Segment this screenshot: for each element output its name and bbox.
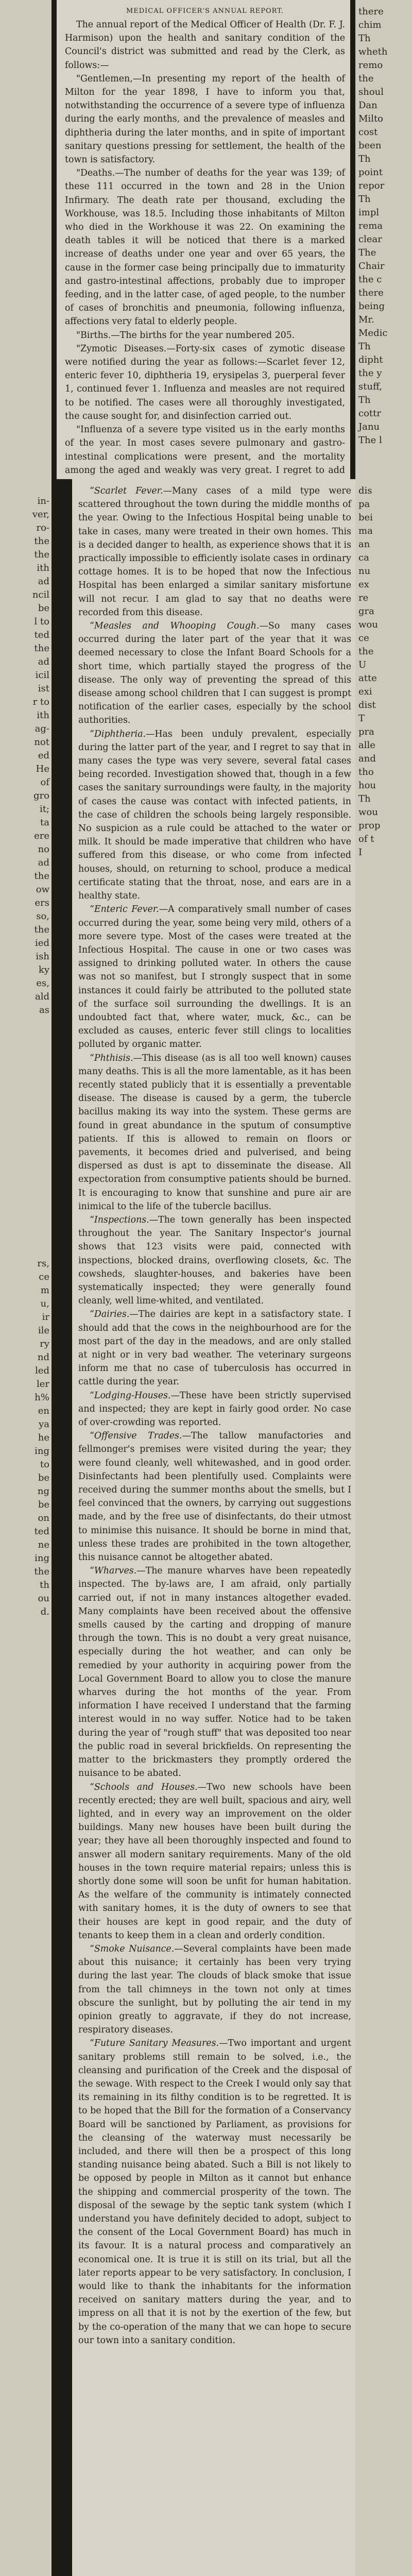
margin-fragment: ncil: [32, 589, 49, 600]
margin-fragment: hou: [358, 780, 376, 791]
margin-fragment: it;: [39, 804, 49, 815]
margin-fragment: the c: [358, 274, 382, 285]
margin-fragment: tho: [358, 767, 374, 777]
margin-fragment: Janu: [358, 421, 380, 432]
margin-fragment: es,: [36, 978, 49, 989]
margin-fragment: atte: [358, 673, 377, 684]
margin-fragment: I: [358, 847, 363, 858]
margin-fragment: pra: [358, 726, 374, 737]
report-header: MEDICAL OFFICER'S ANNUAL REPORT.: [126, 7, 284, 15]
margin-fragment: ng: [37, 1486, 49, 1497]
margin-fragment: re: [358, 592, 369, 603]
section-text: —This disease (as is all too well known) causes many deaths. This is all the more lamentable, as it has been recently stated publicly that it is essentially a preventable disease. The disease is caused by a germ, the tubercle bacillus making its way into the system. These germs are found in great abundance in the sputum of consumptive patients. If this is allowed to remain on floors or pavements, it becomes dried and pulverised, and being dispersed as dust is apt to disseminate the disease. All expectoration from consumptive patients should be burned. It is encouraging to know that sunshine and pure air are inimical to the life of the tubercle bacillus.: [78, 1053, 351, 1212]
section-title: Scarlet Fever.: [94, 486, 163, 496]
margin-fragment: The: [358, 247, 376, 258]
intro-paragraphs: [65, 18, 345, 479]
margin-fragment: wheth: [358, 46, 388, 57]
margin-fragment: ere: [34, 831, 49, 841]
margin-fragment: he: [38, 1432, 49, 1443]
margin-fragment: so,: [36, 911, 49, 922]
margin-fragment: icil: [35, 670, 49, 681]
section-title: Smoke Nuisance.: [94, 1943, 175, 1954]
margin-fragment: He: [36, 764, 49, 774]
margin-fragment: Th: [358, 793, 371, 804]
margin-fragment: dis: [358, 485, 372, 496]
margin-fragment: en: [38, 1405, 49, 1416]
report-section: “Measles and Whooping Cough.—So many cases occurred during the later part of the year that it was deemed necessary to close the Infant Board Schools for a short time, which partially stayed the progress of the disease. The only way of preventing the spread of this disease among school children that I can suggest is prompt notification of the earlier cases, especially by the school authorities.: [78, 621, 351, 726]
margin-fragment: no: [38, 844, 49, 855]
margin-fragment: ou: [38, 1593, 49, 1604]
margin-fragment: been: [358, 140, 382, 151]
margin-fragment: nd: [37, 1352, 49, 1363]
margin-fragment: ry: [40, 1338, 49, 1349]
margin-fragment: the: [34, 1566, 49, 1577]
section-text: —The tallow manufactories and fellmonger's premises were visited during the year; they were found cleanly, well whitewashed, and in good order. Disinfectants had been plentifully used. Complaints were received during the summer months about the smells, but I feel convinced that the owners, by carrying out suggestions made, and by the free use of disinfectants, do their utmost to minimise this nuisance. It should be borne in mind that, unless these trades are prohibited in the town altogether, this nuisance cannot be altogether abated.: [78, 1431, 351, 1563]
margin-fragment: the: [34, 871, 49, 882]
section-title: Lodging-Houses.: [94, 1390, 171, 1401]
margin-fragment: be: [38, 1472, 49, 1483]
section-title: Measles and Whooping Cough.: [94, 621, 260, 632]
section-text: —Two important and urgent sanitary problems still remain to be solved, i.e., the cleansing and purification of the Creek and the disposal of the sewage. With respect to the Creek I would only say that its remaining in its filthy condition is to be regretted. It is to be hoped that the Bill for the formation of a Conservancy Board will be sanctioned by Parliament, as provisions for the cleansing of the waterway must necessarily be included, and there will then be a prospect of this long standing nuisance being abated. Such a Bill is not likely to be opposed by people in Milton as it cannot but enhance the shipping and commercial prosperity of the town. The disposal of the sewage by the septic tank system (which I understand you have definitely decided to adopt, subject to the consent of the Local Government Board) has much in its favour. It is a natural process and comparatively an economical one. It is true it is still on its trial, but all the later reports appear to be very satisfactory. In conclusion, I would like to thank the inhabitants for the information received on sanitary matters during the year, and to impress on all that it is not by the exertion of the few, but by the co-operation of the many that we can hope to secure our town into a sanitary condition.: [78, 2038, 351, 2346]
margin-fragment: point: [358, 167, 383, 178]
margin-fragment: being: [358, 301, 385, 312]
report-section: “Phthisis.—This disease (as is all too well known) causes many deaths. This is all the more lamentable, as it has been recently stated publicly that it is essentially a preventable disease. The disease is caused by a germ, the tubercle bacillus making its way into the system. These germs are found in great abundance in the sputum of consumptive patients. If this is allowed to remain on floors or pavements, it becomes dried and pulverised, and being dispersed as dust is apt to disseminate the disease. All expectoration from consumptive patients should be burned. It is encouraging to know that sunshine and pure air are inimical to the life of the tubercle bacillus.: [78, 1053, 351, 1212]
margin-fragment: ro-: [36, 522, 49, 533]
margin-fragment: Th: [358, 395, 371, 405]
margin-fragment: chim: [358, 20, 382, 30]
margin-fragment: and: [358, 753, 376, 764]
margin-fragment: ted: [34, 1526, 49, 1537]
report-sections: [78, 484, 351, 2347]
margin-fragment: clear: [358, 234, 382, 245]
report-section: “Lodging-Houses.—These have been strictly supervised and inspected; they are kept in fairly good order. No case of over-crowding was reported.: [78, 1390, 351, 1428]
margin-fragment: bei: [358, 512, 373, 523]
margin-fragment: ers: [35, 897, 49, 908]
section-text: —So many cases occurred during the later part of the year that it was deemed necessary to close the Infant Board Schools for a short time, which partially stayed the progress of the disease. The only way of preventing the spread of this disease among school children that I can suggest is prompt notification of the earlier cases, especially by the school authorities.: [78, 621, 351, 726]
section-text: —Two new schools have been recently erected; they are well built, spacious and airy, well lighted, and in every way an improvement on the older buildings. Many new houses have been built during the year; they have all been thoroughly inspected and found to answer all modern sanitary requirements. Many of the old houses in the town require material repairs; unless this is shortly done some will soon be unfit for human habitation. As the welfare of the community is intimately connected with sanitary homes, it is the duty of owners to see that their houses are kept in good repair, and the duty of tenants to keep them in a clean and orderly condition.: [78, 1782, 352, 1941]
margin-fragment: dist: [358, 700, 376, 710]
margin-fragment: ca: [358, 552, 369, 563]
lower-clipping: [72, 479, 355, 2576]
margin-fragment: ce: [39, 1272, 49, 1282]
section-text: —Has been unduly prevalent, especially during the latter part of the year, and I regret to say that in many cases the type was very severe, several fatal cases being recorded. Investigation showed that, though in a few cases the sanitary surroundings were faulty, in the majority of cases the cause was contact with infected patients, in the case of children the schools being largely responsible. No suspicion as a rule could be attached to the water or milk. It should be made imperative that children who have suffered from this disease, or who come from infected houses, should, on returning to school, produce a medical certificate stating that the throat, nose, and ears are in a healthy state.: [78, 728, 351, 902]
margin-fragment: exi: [358, 686, 372, 697]
margin-fragment: the: [34, 643, 49, 654]
section-title: Inspections.: [94, 1214, 149, 1225]
margin-fragment: Th: [358, 154, 371, 164]
margin-fragment: of: [40, 777, 49, 788]
report-section: “Future Sanitary Measures.—Two important and urgent sanitary problems still remain to be solved, i.e., the cleansing and purification of the Creek and the disposal of the sewage. With respect to the Creek I would only say that its remaining in its filthy condition is to be regretted. It is to be hoped that the Bill for the formation of a Conservancy Board will be sanctioned by Parliament, as provisions for the cleansing of the waterway must necessarily be included, and there will then be a prospect of this long standing nuisance being abated. Such a Bill is not likely to be opposed by people in Milton as it cannot but enhance the shipping and commercial prosperity of the town. The disposal of the sewage by the septic tank system (which I understand you have definitely decided to adopt, subject to the consent of the Local Government Board) has much in its favour. It is a natural process and comparatively an economical one. It is true it is still on its trial, but all the later reports appear to be very satisfactory. In conclusion, I would like to thank the inhabitants for the information received on sanitary matters during the year, and to impress on all that it is not by the exertion of the few, but by the co-operation of the many that we can hope to secure our town into a sanitary condition.: [78, 2038, 351, 2346]
intro-paragraph: "Deaths.—The number of deaths for the year was 139; of these 111 occurred in the town and 28 in the Union Infirmary. The death rate per thousand, excluding the Workhouse, was 18.5. Including those inhabitants of Milton who died in the Workhouse it was 22. On examining the death tables it will be noticed that there is a marked increase of deaths under one year and over 65 years, the cause in the former case being principally due to immaturity and gastro-intestinal affections, probably due to improper feeding, and in the latter case, of aged people, to the number of cases of bronchitis and pneumonia, following influenza, affections very fatal to elderly people.: [65, 168, 345, 327]
section-title: Schools and Houses.: [94, 1782, 198, 1792]
margin-fragment: alle: [358, 740, 375, 751]
margin-fragment: ta: [40, 817, 49, 828]
margin-fragment: to: [40, 1459, 49, 1470]
margin-fragment: not: [34, 737, 49, 748]
margin-fragment: the: [358, 73, 374, 84]
report-section: “Dairies.—The dairies are kept in a satisfactory state. I should add that the cows in the neighbourhood are for the most part of the day in the meadows, and are only stalled at night or in very bad weather. The veterinary surgeons inform me that no case of tuberculosis has occurred in cattle during the year.: [78, 1309, 351, 1387]
report-section: “Schools and Houses.—Two new schools have been recently erected; they are well built, spacious and airy, well lighted, and in every way an improvement on the older buildings. Many new houses have been built during the year; they have all been thoroughly inspected and found to answer all modern sanitary requirements. Many of the old houses in the town require material repairs; unless this is shortly done some will soon be unfit for human habitation. As the welfare of the community is intimately connected with sanitary homes, it is the duty of owners to see that their houses are kept in good repair, and the duty of tenants to keep them in a clean and orderly condition.: [78, 1782, 352, 1941]
section-text: —The dairies are kept in a satisfactory state. I should add that the cows in the neighbourhood are for the most part of the day in the meadows, and are only stalled at night or in very bad weather. The veterinary surgeons inform me that no case of tuberculosis has occurred in cattle during the year.: [78, 1309, 351, 1387]
margin-fragment: r to: [32, 697, 49, 707]
report-section: “Enteric Fever.—A comparatively small number of cases occurred during the year, some being very mild, others of a more severe type. Most of the cases were treated at the Infectious Hospital. The cause in one or two cases was assigned to drinking polluted water. In others the cause was not so manifest, but I strongly suspect that in some instances it could fairly be attributed to the polluted state of the surface soil surrounding the dwellings. It is an undoubted fact that, where water, muck, &c., can be excluded as causes, enteric fever still clings to localities polluted by organic matter.: [78, 904, 351, 1050]
margin-fragment: ish: [36, 951, 49, 962]
section-text: —The town generally has been inspected throughout the year. The Sanitary Inspector's journal shows that 123 visits were paid, connected with inspections, blocked drains, overflowing closets, &c. The cowsheds, slaughter-houses, and bakeries have been systematically inspected; they were generally found cleanly, well lime-whited, and ventilated.: [78, 1214, 351, 1307]
report-section: “Smoke Nuisance.—Several complaints have been made about this nuisance; it certainly has been very trying during the last year. The clouds of black smoke that issue from the tall chimneys in the town not only at times obscure the sunlight, but by polluting the air tend in my opinion greatly to aggravate, if they do not increase, respiratory diseases.: [78, 1943, 352, 2036]
margin-fragment: nu: [358, 566, 371, 577]
section-title: Wharves.: [94, 1566, 137, 1577]
margin-fragment: as: [39, 1005, 49, 1015]
margin-fragment: h%: [35, 1392, 49, 1403]
margin-fragment: Th: [358, 194, 371, 205]
margin-fragment: ex: [358, 579, 369, 590]
report-section: “Inspections.—The town generally has been inspected throughout the year. The Sanitary Inspector's journal shows that 123 visits were paid, connected with inspections, blocked drains, overflowing closets, &c. The cowsheds, slaughter-houses, and bakeries have been systematically inspected; they were generally found cleanly, well lime-whited, and ventilated.: [78, 1214, 351, 1307]
margin-fragment: Mr.: [358, 314, 374, 325]
section-text: —These have been strictly supervised and inspected; they are kept in fairly good order. No case of over-crowding was reported.: [78, 1390, 351, 1428]
margin-fragment: ald: [35, 991, 49, 1002]
section-text: —Several complaints have been made about this nuisance; it certainly has been very trying during the last year. The clouds of black smoke that issue from the tall chimneys in the town not only at times obscure the sunlight, but by polluting the air tend in my opinion greatly to aggravate, if they do not increase, respiratory diseases.: [78, 1943, 352, 2036]
margin-fragment: ile: [38, 1325, 49, 1336]
margin-fragment: ler: [36, 1379, 49, 1389]
margin-fragment: gro: [33, 790, 49, 801]
section-title: Offensive Trades.: [94, 1431, 182, 1442]
margin-fragment: ky: [38, 964, 49, 975]
margin-fragment: ad: [38, 576, 49, 587]
margin-fragment: ne: [38, 1539, 49, 1550]
margin-fragment: m: [40, 1285, 49, 1296]
margin-fragment: gra: [358, 606, 374, 617]
section-title: Diphtheria.: [94, 728, 146, 739]
section-title: Enteric Fever.: [94, 904, 159, 915]
margin-fragment: rs,: [37, 1258, 49, 1269]
margin-fragment: cottr: [358, 408, 381, 419]
margin-fragment: ing: [35, 1446, 49, 1456]
margin-fragment: The l: [358, 435, 382, 446]
margin-fragment: an: [358, 539, 370, 550]
margin-fragment: rema: [358, 221, 383, 231]
intro-paragraph: The annual report of the Medical Officer of Health (Dr. F. J. Harmison) upon the health and sanitary condition of the Council's district was submitted and read by the Clerk, as follows:—: [65, 20, 345, 71]
report-section: “Diphtheria.—Has been unduly prevalent, especially during the latter part of the year, and I regret to say that in many cases the type was very severe, several fatal cases being recorded. Investigation showed that, though in a few cases the sanitary surroundings were faulty, in the majority of cases the cause was contact with infected patients, in the case of children the schools being largely responsible. No suspicion as a rule could be attached to the water or milk. It should be made imperative that children who have suffered from this disease, or who come from infected houses, should, on returning to school, produce a medical certificate stating that the throat, nose, and ears are in a healthy state.: [78, 728, 351, 902]
margin-fragment: in-: [37, 496, 49, 506]
intro-paragraph: "Zymotic Diseases.—Forty-six cases of zymotic disease were notified during the year as follows:—Scarlet fever 12, enteric fever 10, diphtheria 19, erysipelas 3, puerperal fever 1, continued fever 1. Influenza and measles are not required to be notified. The cases were all thoroughly investigated, the cause sought for, and disinfection carried out.: [65, 343, 345, 421]
margin-fragment: wou: [358, 619, 378, 630]
margin-fragment: there: [358, 287, 384, 298]
margin-fragment: led: [35, 1365, 49, 1376]
margin-fragment: Chair: [358, 261, 385, 272]
section-title: Future Sanitary Measures.: [94, 2038, 219, 2049]
margin-fragment: the: [34, 924, 49, 935]
section-title: Phthisis.: [94, 1053, 133, 1063]
margin-fragment: prop: [358, 820, 381, 831]
margin-fragment: ow: [36, 884, 49, 895]
margin-fragment: the y: [358, 368, 382, 379]
margin-fragment: ing: [35, 1553, 49, 1564]
margin-fragment: U: [358, 659, 367, 670]
margin-fragment: ith: [37, 563, 49, 573]
margin-fragment: ad: [38, 656, 49, 667]
margin-fragment: ir: [42, 1312, 49, 1323]
section-text: —The manure wharves have been repeatedly inspected. The by-laws are, I am afraid, only partially carried out, if not in many instances altogether evaded. Many complaints have been received about the offensive smells caused by the carting and dropping of manure through the town. This is no doubt a very great nuisance, especially during the hot weather, and can only be remedied by your authority in acquiring power from the Local Government Board to allow you to close the manure wharves during the hot months of the year. From information I have received I understand that the farming interest would in no way suffer. Notice had to be taken during the year of "rough stuff" that was deposited too near the public road in several brickfields. On representing the matter to the brickmasters they promptly ordered the nuisance to be abated.: [78, 1566, 351, 1779]
section-text: —Many cases of a mild type were scattered throughout the town during the middle months of the year. Owing to the Infectious Hospital being unable to take in cases, many were treated in their own homes. This is a decided danger to health, as experience shows that it is practically impossible to efficiently isolate cases in ordinary cottage homes. It is to be hoped that now the Infectious Hospital has been enlarged a similar sanitary misfortune will not recur. I am glad to say that no deaths were recorded from this disease.: [78, 486, 351, 618]
margin-fragment: be: [38, 1499, 49, 1510]
margin-fragment: on: [38, 1513, 49, 1523]
margin-fragment: there: [358, 6, 384, 17]
margin-fragment: impl: [358, 207, 380, 218]
margin-fragment: Milto: [358, 113, 384, 124]
margin-fragment: repor: [358, 180, 385, 191]
margin-fragment: the: [34, 549, 49, 560]
margin-fragment: the: [358, 646, 374, 657]
section-text: —A comparatively small number of cases occurred during the year, some being very mild, others of a more severe type. Most of the cases were treated at the Infectious Hospital. The cause in one or two cases was assigned to drinking polluted water. In others the cause was not so manifest, but I strongly suspect that in some instances it could fairly be attributed to the polluted state of the surface soil surrounding the dwellings. It is an undoubted fact that, where water, muck, &c., can be excluded as causes, enteric fever still clings to localities polluted by organic matter.: [78, 904, 351, 1050]
margin-fragment: T: [358, 713, 365, 724]
report-section: “Offensive Trades.—The tallow manufactories and fellmonger's premises were visited during the year; they were found cleanly, well whitewashed, and in good order. Disinfectants had been plentifully used. Complaints were received during the summer months about the smells, but I feel convinced that the owners, by carrying out suggestions made, and by the free use of disinfectants, do their utmost to minimise this nuisance. It should be borne in mind that, unless these trades are prohibited in the town altogether, this nuisance cannot be altogether abated.: [78, 1431, 351, 1563]
margin-fragment: ver,: [32, 509, 49, 520]
report-section: “Scarlet Fever.—Many cases of a mild type were scattered throughout the town during the middle months of the year. Owing to the Infectious Hospital being unable to take in cases, many were treated in their own homes. This is a decided danger to health, as experience shows that it is practically impossible to efficiently isolate cases in ordinary cottage homes. It is to be hoped that now the Infectious Hospital has been enlarged a similar sanitary misfortune will not recur. I am glad to say that no deaths were recorded from this disease.: [78, 486, 351, 618]
right-margin-fragments: [355, 0, 412, 2576]
report-section: “Wharves.—The manure wharves have been repeatedly inspected. The by-laws are, I am afraid, only partially carried out, if not in many instances altogether evaded. Many complaints have been received about the offensive smells caused by the carting and dropping of manure through the town. This is no doubt a very great nuisance, especially during the hot weather, and can only be remedied by your authority in acquiring power from the Local Government Board to allow you to close the manure wharves during the hot months of the year. From information I have received I understand that the farming interest would in no way suffer. Notice had to be taken during the year of "rough stuff" that was deposited too near the public road in several brickfields. On representing the matter to the brickmasters they promptly ordered the nuisance to be abated.: [78, 1566, 351, 1779]
margin-fragment: dipht: [358, 354, 383, 365]
margin-fragment: ag-: [35, 723, 49, 734]
intro-paragraph: "Births.—The births for the year numbered 205.: [76, 330, 295, 341]
margin-fragment: ist: [38, 683, 49, 694]
margin-fragment: th: [40, 1580, 49, 1590]
margin-fragment: u,: [40, 1298, 49, 1309]
margin-fragment: Th: [358, 341, 371, 352]
margin-fragment: the: [34, 536, 49, 547]
margin-fragment: ed: [38, 750, 49, 761]
margin-fragment: Medic: [358, 328, 388, 338]
upper-clipping: [57, 0, 350, 479]
margin-fragment: of t: [358, 834, 374, 844]
margin-fragment: d.: [40, 1606, 49, 1617]
margin-fragment: cost: [358, 127, 378, 138]
intro-paragraph: "Influenza of a severe type visited us in the early months of the year. In most cases severe pulmonary and gastro-intestinal complications were present, and the mortality among the aged and weakly was very great. I regret to add: [65, 425, 345, 476]
margin-fragment: shoul: [358, 87, 384, 97]
margin-fragment: ith: [37, 710, 49, 721]
margin-fragment: ma: [358, 526, 373, 536]
margin-fragment: remo: [358, 60, 383, 71]
margin-fragment: Dan: [358, 100, 377, 111]
margin-fragment: ya: [39, 1419, 49, 1430]
margin-fragment: stuff,: [358, 381, 382, 392]
margin-fragment: be: [38, 603, 49, 614]
margin-fragment: pa: [358, 499, 370, 510]
margin-fragment: ad: [38, 857, 49, 868]
margin-fragment: Th: [358, 33, 371, 44]
margin-fragment: ce: [358, 633, 369, 643]
margin-fragment: ied: [35, 938, 49, 948]
section-title: Dairies.: [94, 1309, 130, 1320]
left-margin-fragments: [0, 0, 52, 2576]
intro-paragraph: "Gentlemen,—In presenting my report of the health of Milton for the year 1898, I have to inform you that, notwithstanding the occurrence of a severe type of influenza during the early months, and the prevalence of measles and diphtheria during the later months, and in spite of important sanitary questions pressing for settlement, the health of the town is satisfactory.: [65, 73, 345, 165]
margin-fragment: ted: [34, 630, 49, 640]
margin-fragment: l to: [34, 616, 49, 627]
margin-fragment: wou: [358, 807, 378, 818]
